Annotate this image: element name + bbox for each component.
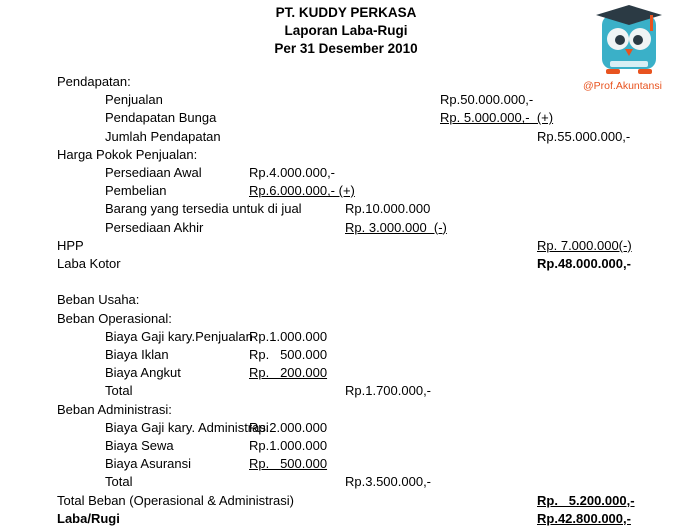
owl-mascot-icon <box>590 5 668 83</box>
amount-value: Rp. 5.000.000,- (+) <box>440 110 554 126</box>
report-period: Per 31 Desember 2010 <box>274 41 418 56</box>
amount-value: Rp.4.000.000,- <box>249 165 336 180</box>
company-name: PT. KUDDY PERKASA <box>275 5 417 20</box>
amount-value: Rp. 3.000.000 (-) <box>345 219 447 235</box>
line-item-label: Biaya Gaji kary.Penjualan <box>105 328 253 344</box>
line-item-label: Biaya Sewa <box>105 438 174 453</box>
brand-handle: @Prof.Akuntansi <box>583 80 662 92</box>
line-item-label: Barang yang tersedia untuk di jual <box>105 201 302 217</box>
section-label: Harga Pokok Penjualan: <box>57 146 198 162</box>
amount-total: Rp.42.800.000,- <box>537 510 631 526</box>
amount-total: Rp. 5.200.000,- <box>537 492 635 508</box>
amount-value: Rp. 200.000 <box>249 365 328 381</box>
section-label: Beban Operasional: <box>57 310 172 326</box>
line-item-label: Pembelian <box>105 183 167 199</box>
section-label: Laba Kotor <box>57 256 121 271</box>
section-label: Pendapatan: <box>57 74 131 89</box>
line-item-label: Persediaan Akhir <box>105 219 204 235</box>
line-item-label: Biaya Angkut <box>105 365 181 381</box>
amount-total: Rp.55.000.000,- <box>537 128 631 144</box>
section-label: Total Beban (Operasional & Administrasi) <box>57 492 295 508</box>
line-item-label: Pendapatan Bunga <box>105 110 217 126</box>
section-label: Beban Usaha: <box>57 292 140 308</box>
amount-value: Rp.50.000.000,- <box>440 92 534 108</box>
amount-value: Rp.3.500.000,- <box>345 474 432 490</box>
amount-value: Rp.1.700.000,- <box>345 383 432 399</box>
amount-value: Rp.10.000.000 <box>345 201 431 217</box>
line-item-label: Total <box>105 383 133 399</box>
line-item-label: Biaya Asuransi <box>105 456 191 472</box>
line-item-label: Jumlah Pendapatan <box>105 128 221 144</box>
line-item-label: Persediaan Awal <box>105 165 202 180</box>
report-title: Laporan Laba-Rugi <box>284 23 408 38</box>
line-item-label: Biaya Iklan <box>105 347 169 362</box>
line-item-label: Penjualan <box>105 92 163 108</box>
amount-value: Rp.2.000.000 <box>249 419 328 435</box>
amount-total: Rp.48.000.000,- <box>537 256 631 271</box>
line-item-label: Biaya Gaji kary. Administrasi <box>105 419 269 435</box>
amount-value: Rp.1.000.000 <box>249 328 328 344</box>
section-label: Beban Administrasi: <box>57 401 172 417</box>
section-label: HPP <box>57 237 84 253</box>
amount-value: Rp.6.000.000,- (+) <box>249 183 355 199</box>
amount-total: Rp. 7.000.000(-) <box>537 237 632 253</box>
amount-value: Rp. 500.000 <box>249 456 328 472</box>
amount-value: Rp.1.000.000 <box>249 438 328 453</box>
section-label: Laba/Rugi <box>57 510 120 526</box>
amount-value: Rp. 500.000 <box>249 347 328 362</box>
line-item-label: Total <box>105 474 133 490</box>
